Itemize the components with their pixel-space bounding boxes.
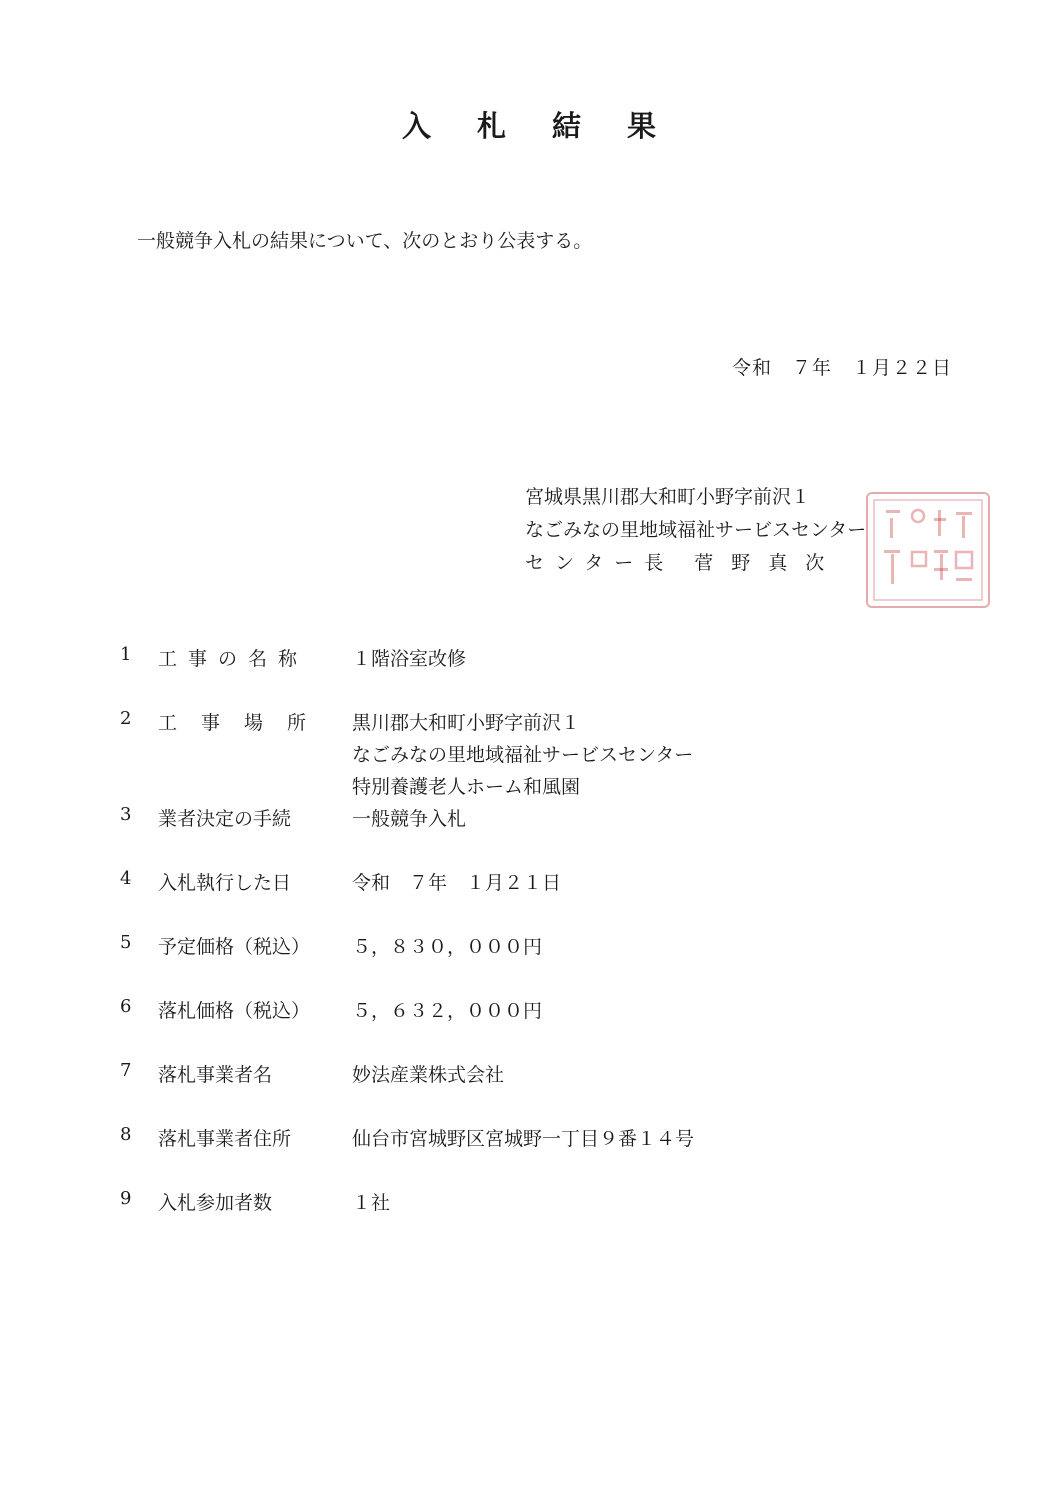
item-value: 黒川郡大和町小野字前沢１ [352, 712, 581, 734]
issuer-organization: なごみなの里地域福祉サービスセンター [525, 519, 867, 541]
item-label: 業者決定の手続 [158, 808, 292, 830]
item-label: 落札事業者住所 [158, 1128, 292, 1150]
seal-stamp-icon [866, 492, 990, 608]
seal-graphic [868, 494, 988, 606]
item-value: １社 [352, 1192, 391, 1214]
item-value: 仙台市宮城野区宮城野一丁目９番１４号 [352, 1128, 695, 1150]
issuer-title: センター長 [525, 552, 675, 574]
item-value: なごみなの里地域福祉サービスセンター [352, 744, 694, 766]
item-label: 入札執行した日 [158, 872, 292, 894]
issuer-name: 菅野真次 [694, 552, 843, 574]
item-value: 一般競争入札 [352, 808, 467, 830]
item-label: 工事場所 [158, 712, 331, 734]
item-number: 7 [120, 1060, 132, 1081]
item-number: 1 [120, 644, 132, 665]
publication-date: 令和 ７年 １月２２日 [731, 357, 952, 379]
page-title: 入札結果 [401, 109, 702, 143]
item-label: 工事の名称 [158, 648, 309, 670]
item-number: 6 [120, 996, 132, 1017]
item-number: 4 [120, 868, 132, 889]
issuer-address: 宮城県黒川郡大和町小野字前沢１ [525, 486, 811, 508]
item-value: 妙法産業株式会社 [352, 1064, 505, 1086]
item-value: ５，８３０，０００円 [352, 936, 543, 958]
item-value: 令和 ７年 １月２１日 [352, 872, 562, 894]
item-label: 落札事業者名 [158, 1064, 273, 1086]
item-number: 3 [120, 804, 132, 825]
intro-text: 一般競争入札の結果について、次のとおり公表する。 [137, 230, 593, 252]
item-value: 特別養護老人ホーム和風園 [352, 776, 581, 798]
item-value: １階浴室改修 [352, 648, 467, 670]
item-number: 8 [120, 1124, 132, 1145]
item-value: ５，６３２，０００円 [352, 1000, 543, 1022]
item-label: 落札価格（税込） [158, 1000, 311, 1022]
item-number: 5 [120, 932, 132, 953]
item-label: 入札参加者数 [158, 1192, 273, 1214]
item-number: 2 [120, 708, 132, 729]
item-number: 9 [120, 1188, 132, 1209]
item-label: 予定価格（税込） [158, 936, 311, 958]
issuer-signature [525, 548, 842, 575]
